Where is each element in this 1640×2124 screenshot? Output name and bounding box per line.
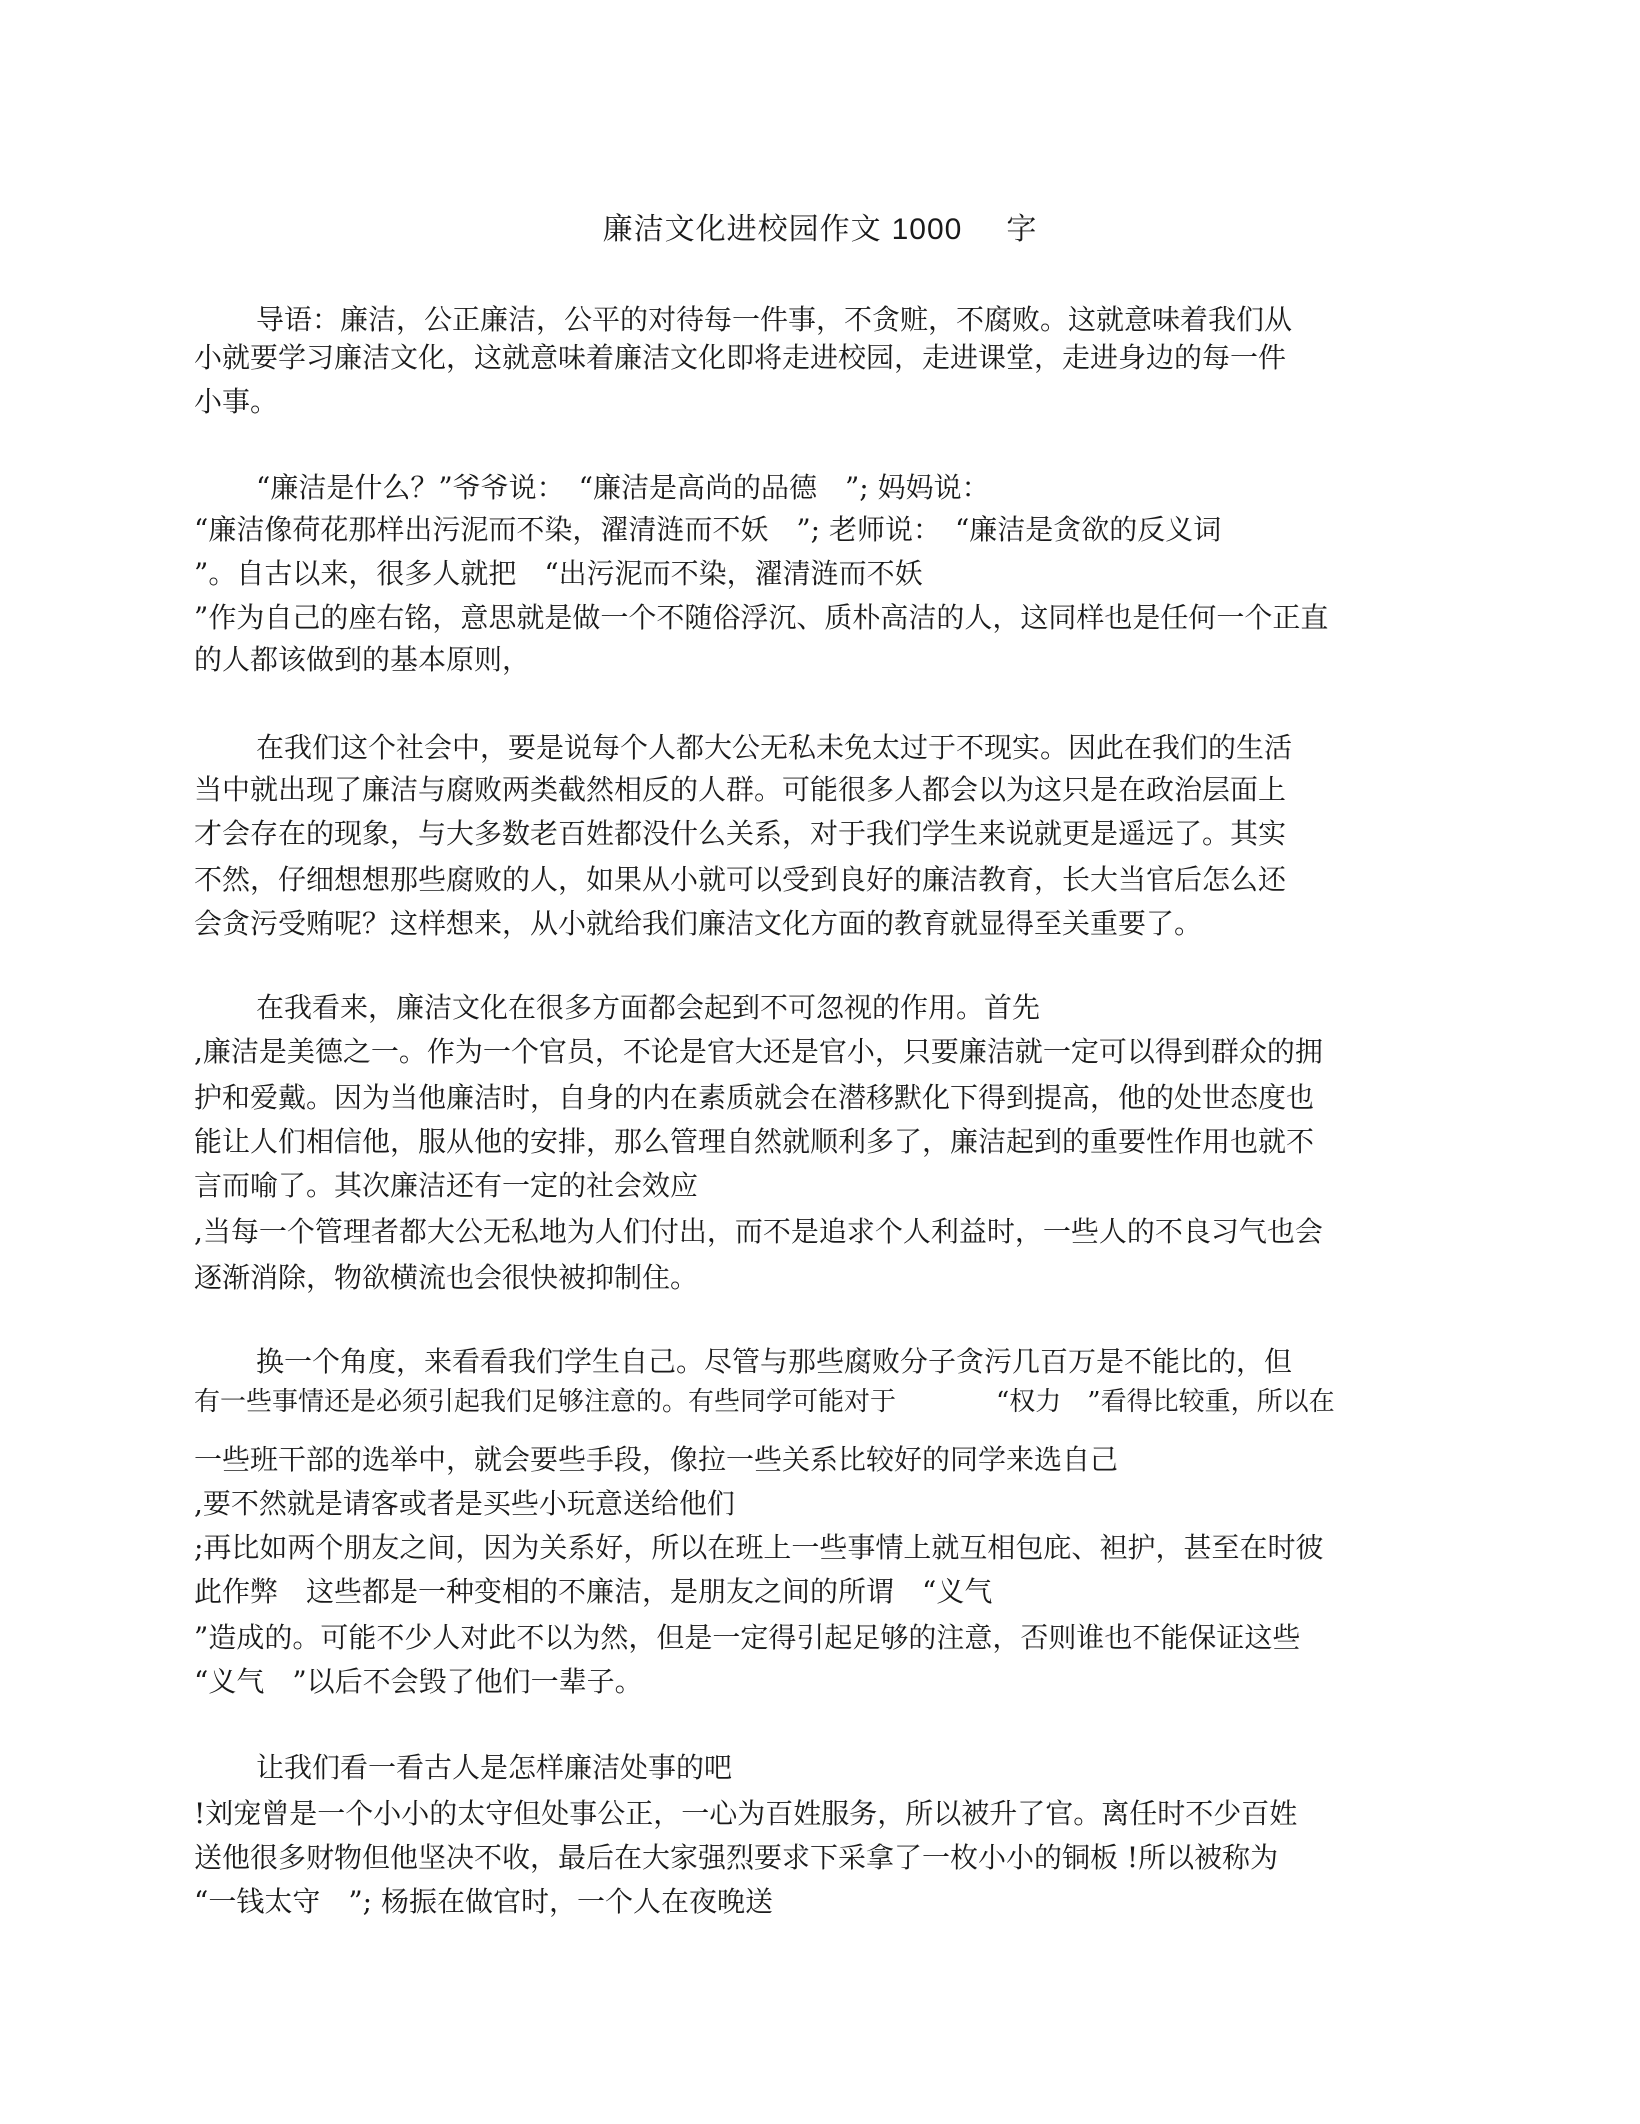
paragraph-6-line-2: !刘宠曾是一个小小的太守但处事公正，一心为百姓服务，所以被升了官。离任时不少百姓 xyxy=(194,1797,1298,1830)
paragraph-3-line-1: 在我们这个社会中，要是说每个人都大公无私未免太过于不现实。因此在我们的生活 xyxy=(256,731,1293,764)
paragraph-3-line-3: 才会存在的现象，与大多数老百姓都没什么关系，对于我们学生来说就更是遥远了。其实 xyxy=(194,817,1287,850)
paragraph-5-line-2 xyxy=(194,1384,1335,1420)
paragraph-5-line-2-left: 有一些事情还是必须引起我们足够注意的。有些同学可能对于 xyxy=(194,1387,897,1417)
paragraph-5-line-5: ;再比如两个朋友之间，因为关系好，所以在班上一些事情上就互相包庇、袒护，甚至在时彼 xyxy=(194,1531,1324,1564)
title-main: 廉洁文化进校园作文 xyxy=(602,212,882,247)
paragraph-1-line-2: 小就要学习廉洁文化，这就意味着廉洁文化即将走进校园，走进课堂，走进身边的每一件 xyxy=(194,341,1287,374)
paragraph-4-line-5: 言而喻了。其次廉洁还有一定的社会效应 xyxy=(194,1169,699,1202)
paragraph-3-line-4: 不然，仔细想想那些腐败的人，如果从小就可以受到良好的廉洁教育，长大当官后怎么还 xyxy=(194,863,1287,896)
paragraph-2-line-5: 的人都该做到的基本原则， xyxy=(194,643,531,676)
paragraph-1-line-1: 导语：廉洁，公正廉洁，公平的对待每一件事，不贪赃，不腐败。这就意味着我们从 xyxy=(256,303,1293,336)
paragraph-4-line-6: ,当每一个管理者都大公无私地为人们付出，而不是追求个人利益时，一些人的不良习气也会 xyxy=(194,1215,1323,1248)
paragraph-5-line-1: 换一个角度，来看看我们学生自己。尽管与那些腐败分子贪污几百万是不能比的，但 xyxy=(256,1345,1293,1378)
paragraph-4-line-1: 在我看来，廉洁文化在很多方面都会起到不可忽视的作用。首先 xyxy=(256,991,1041,1024)
paragraph-5-line-6: 此作弊 这些都是一种变相的不廉洁，是朋友之间的所谓 “义气 xyxy=(194,1575,993,1608)
title-suffix: 字 xyxy=(1006,212,1038,247)
paragraph-2-line-4: ”作为自己的座右铭，意思就是做一个不随俗浮沉、质朴高洁的人，这同样也是任何一个正直 xyxy=(194,601,1329,634)
paragraph-4-line-4: 能让人们相信他，服从他的安排，那么管理自然就顺利多了，廉洁起到的重要性作用也就不 xyxy=(194,1125,1315,1158)
paragraph-2-line-2: “廉洁像荷花那样出污泥而不染，濯清涟而不妖 ”; 老师说： “廉洁是贪欲的反义词 xyxy=(194,513,1222,546)
paragraph-4-line-7: 逐渐消除，物欲横流也会很快被抑制住。 xyxy=(194,1261,699,1294)
paragraph-2-line-1: “廉洁是什么？”爷爷说： “廉洁是高尚的品德 ”; 妈妈说： xyxy=(256,471,990,504)
paragraph-6-line-3: 送他很多财物但他坚决不收，最后在大家强烈要求下采拿了一枚小小的铜板 !所以被称为 xyxy=(194,1841,1279,1874)
title-number: 1000 xyxy=(891,213,963,246)
page-title xyxy=(0,204,1640,248)
paragraph-5-line-4: ,要不然就是请客或者是买些小玩意送给他们 xyxy=(194,1487,735,1520)
paragraph-4-line-3: 护和爱戴。因为当他廉洁时，自身的内在素质就会在潜移默化下得到提高，他的处世态度也 xyxy=(194,1081,1315,1114)
paragraph-5-line-8: “义气 ”以后不会毁了他们一辈子。 xyxy=(194,1665,643,1698)
paragraph-5-line-7: ”造成的。可能不少人对此不以为然，但是一定得引起足够的注意，否则谁也不能保证这些 xyxy=(194,1621,1301,1654)
paragraph-6-line-1: 让我们看一看古人是怎样廉洁处事的吧 xyxy=(256,1751,733,1784)
paragraph-4-line-2: ,廉洁是美德之一。作为一个官员，不论是官大还是官小，只要廉洁就一定可以得到群众的拥 xyxy=(194,1035,1323,1068)
paragraph-1-line-3: 小事。 xyxy=(194,385,279,418)
paragraph-3-line-2: 当中就出现了廉洁与腐败两类截然相反的人群。可能很多人都会以为这只是在政治层面上 xyxy=(194,773,1287,806)
paragraph-5-line-2-right: “权力 ”看得比较重，所以在 xyxy=(996,1387,1335,1417)
paragraph-3-line-5: 会贪污受贿呢？这样想来，从小就给我们廉洁文化方面的教育就显得至关重要了。 xyxy=(194,907,1203,940)
paragraph-2-line-3: ”。自古以来，很多人就把 “出污泥而不染，濯清涟而不妖 xyxy=(194,557,923,590)
paragraph-6-line-4: “一钱太守 ”; 杨振在做官时，一个人在夜晚送 xyxy=(194,1885,773,1918)
paragraph-5-line-3: 一些班干部的选举中，就会要些手段，像拉一些关系比较好的同学来选自己 xyxy=(194,1443,1119,1476)
